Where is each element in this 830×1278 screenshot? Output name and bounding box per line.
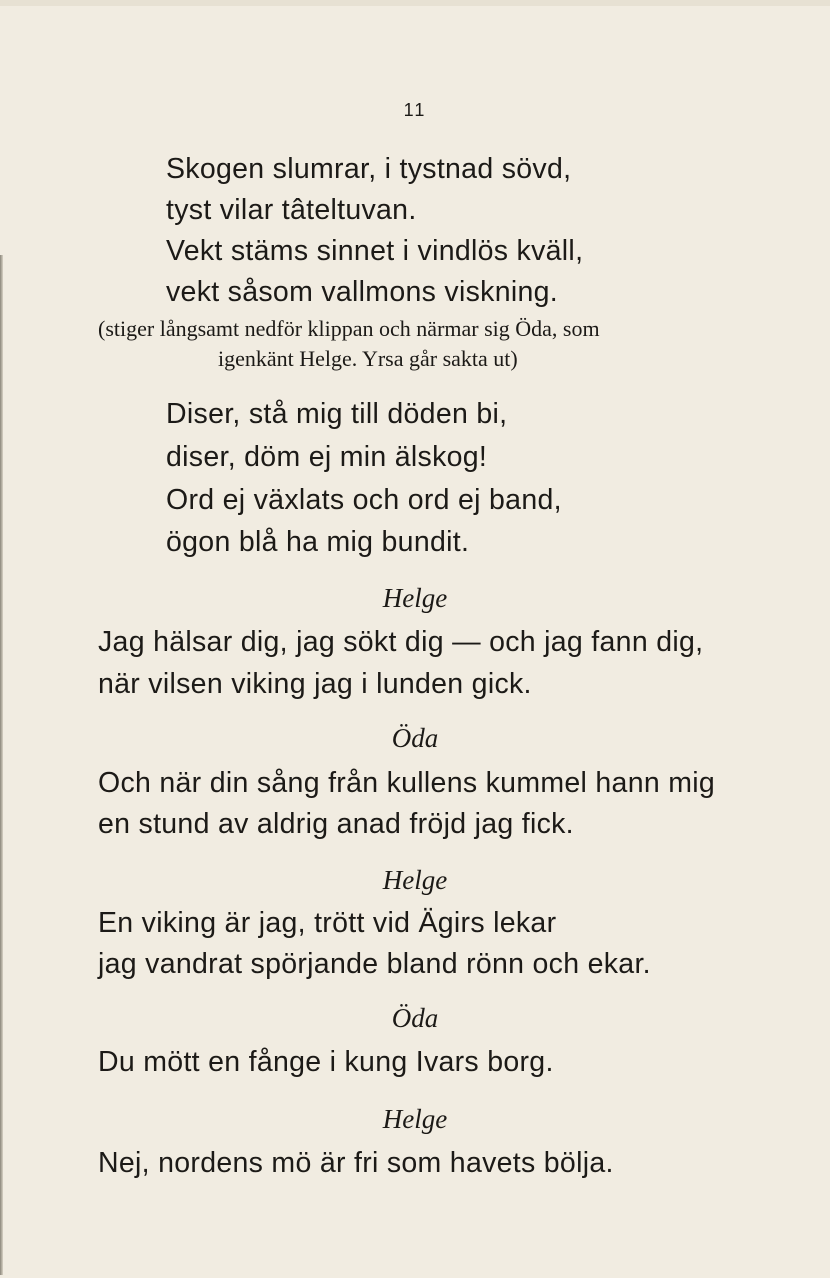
stage-direction: (stiger långsamt nedför klippan och närmar sig Öda, som [98, 316, 600, 341]
dialogue-line: en stund av aldrig anad fröjd jag fick. [98, 808, 574, 840]
verse-line: Vekt stäms sinnet i vindlös kväll, [166, 235, 584, 267]
dialogue-line: jag vandrat spörjande bland rönn och ekar. [98, 948, 651, 980]
dialogue-line: Jag hälsar dig, jag sökt dig — och jag fann dig, [98, 626, 704, 658]
verse-line: Ord ej växlats och ord ej band, [166, 484, 562, 516]
dialogue-line: Du mött en fånge i kung Ivars borg. [98, 1046, 554, 1078]
speaker-name: Helge [382, 1104, 448, 1134]
dialogue-line: när vilsen viking jag i lunden gick. [98, 668, 532, 700]
page-number: 11 [403, 100, 427, 120]
page-top-edge [0, 0, 830, 6]
verse-line: Skogen slumrar, i tystnad sövd, [166, 153, 572, 185]
verse-line: ögon blå ha mig bundit. [166, 526, 470, 558]
dialogue-line: En viking är jag, trött vid Ägirs lekar [98, 907, 557, 939]
speaker-name: Öda [391, 1003, 439, 1033]
speaker-name: Helge [382, 865, 448, 895]
speaker-name: Öda [391, 723, 439, 753]
stage-direction: igenkänt Helge. Yrsa går sakta ut) [218, 346, 518, 371]
verse-line: diser, döm ej min älskog! [166, 441, 488, 473]
speaker-name: Helge [382, 583, 448, 613]
verse-line: tyst vilar tâteltuvan. [166, 194, 417, 226]
dialogue-line: Och när din sång från kullens kummel hann mig [98, 767, 716, 799]
verse-line: vekt såsom vallmons viskning. [166, 276, 559, 308]
dialogue-line: Nej, nordens mö är fri som havets bölja. [98, 1147, 614, 1179]
verse-line: Diser, stå mig till döden bi, [166, 398, 508, 430]
